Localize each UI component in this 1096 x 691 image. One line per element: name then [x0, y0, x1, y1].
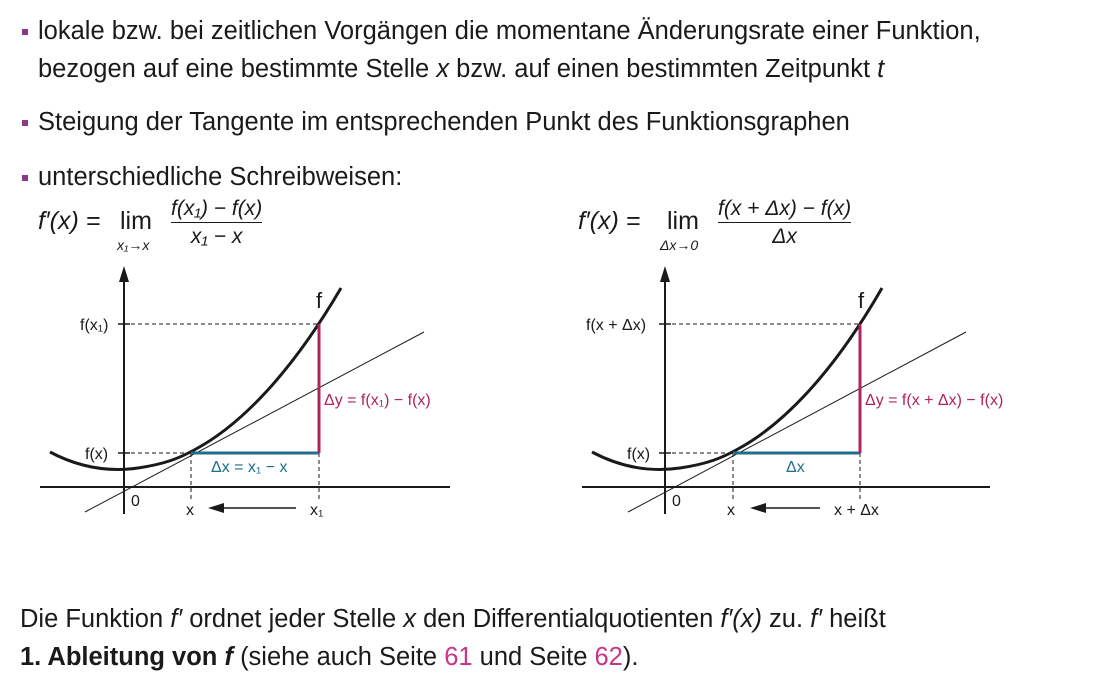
definition-line1	[20, 600, 886, 638]
page-link-62[interactable]: 62	[594, 643, 623, 671]
text-fragment: ordnet jeder Stelle	[182, 605, 404, 633]
bullet-text: Steigung der Tangente im entsprechenden Punkt des Funktionsgraphen	[38, 108, 850, 136]
y-label-fx: f(x)	[627, 446, 651, 463]
var-t: t	[877, 55, 885, 83]
arrow-head	[750, 503, 766, 513]
bullet-text: unterschiedliche Schreibweisen:	[38, 163, 403, 191]
definition-line2	[20, 638, 638, 676]
text-fragment: (siehe auch Seite	[232, 643, 445, 671]
function-curve	[592, 288, 882, 469]
denominator: x₁ − x	[190, 225, 243, 249]
x-label-xdx: x + Δx	[834, 502, 879, 519]
text-fragment: bzw. auf einen bestimmten Zeitpunkt	[449, 55, 878, 83]
page-link-61[interactable]: 61	[444, 643, 473, 671]
tangent-line	[628, 332, 966, 512]
var-x: x	[436, 55, 450, 83]
y-label-fx1: f(x₁)	[80, 317, 109, 334]
numerator: f(x₁) − f(x)	[171, 197, 263, 220]
y-label-fx: f(x)	[85, 446, 109, 463]
delta-y-label: Δy = f(x₁) − f(x)	[324, 392, 431, 409]
var-fprime: f′	[810, 605, 823, 633]
text-fragment: Die Funktion	[20, 605, 171, 633]
limit-subscript: x₁→x	[117, 237, 150, 253]
x-label-x: x	[727, 502, 735, 519]
curve-label: f	[316, 288, 323, 313]
denominator: Δx	[772, 225, 797, 249]
limit-operator: lim	[667, 207, 699, 235]
text-fragment: und Seite	[472, 643, 595, 671]
expr-fprime-x: f′(x)	[720, 605, 762, 633]
limit-subscript: Δx→0	[660, 237, 699, 253]
origin-label: 0	[131, 493, 140, 510]
text-fragment: ).	[622, 643, 639, 671]
text-fragment: zu.	[761, 605, 811, 633]
origin-label: 0	[672, 493, 681, 510]
curve-label: f	[858, 288, 865, 313]
text-fragment: bezogen auf eine bestimmte Stelle	[38, 55, 437, 83]
bullet-text-line1: lokale bzw. bei zeitlichen Vorgängen die momentane Änderungsrate einer Funktion,	[38, 17, 981, 45]
x-label-x1: x₁	[310, 502, 324, 519]
numerator: f(x + Δx) − f(x)	[718, 197, 852, 220]
limit-operator: lim	[120, 207, 152, 235]
text-fragment: den Differentialquotienten	[416, 605, 721, 633]
formula-lhs: f′(x) =	[578, 207, 641, 235]
var-x: x	[403, 605, 417, 633]
bold-var-f: f	[224, 643, 233, 671]
delta-x-label: Δx	[786, 459, 805, 476]
delta-x-label: Δx = x₁ − x	[211, 459, 288, 476]
y-axis-arrow	[660, 266, 670, 282]
text-fragment: heißt	[822, 605, 886, 633]
formula-lhs: f′(x) =	[38, 207, 101, 235]
var-fprime: f′	[170, 605, 183, 633]
x-label-x: x	[186, 502, 194, 519]
y-label-fxdx: f(x + Δx)	[586, 317, 647, 334]
delta-y-label: Δy = f(x + Δx) − f(x)	[865, 392, 1004, 409]
bold-term: 1. Ableitung von	[20, 643, 225, 671]
